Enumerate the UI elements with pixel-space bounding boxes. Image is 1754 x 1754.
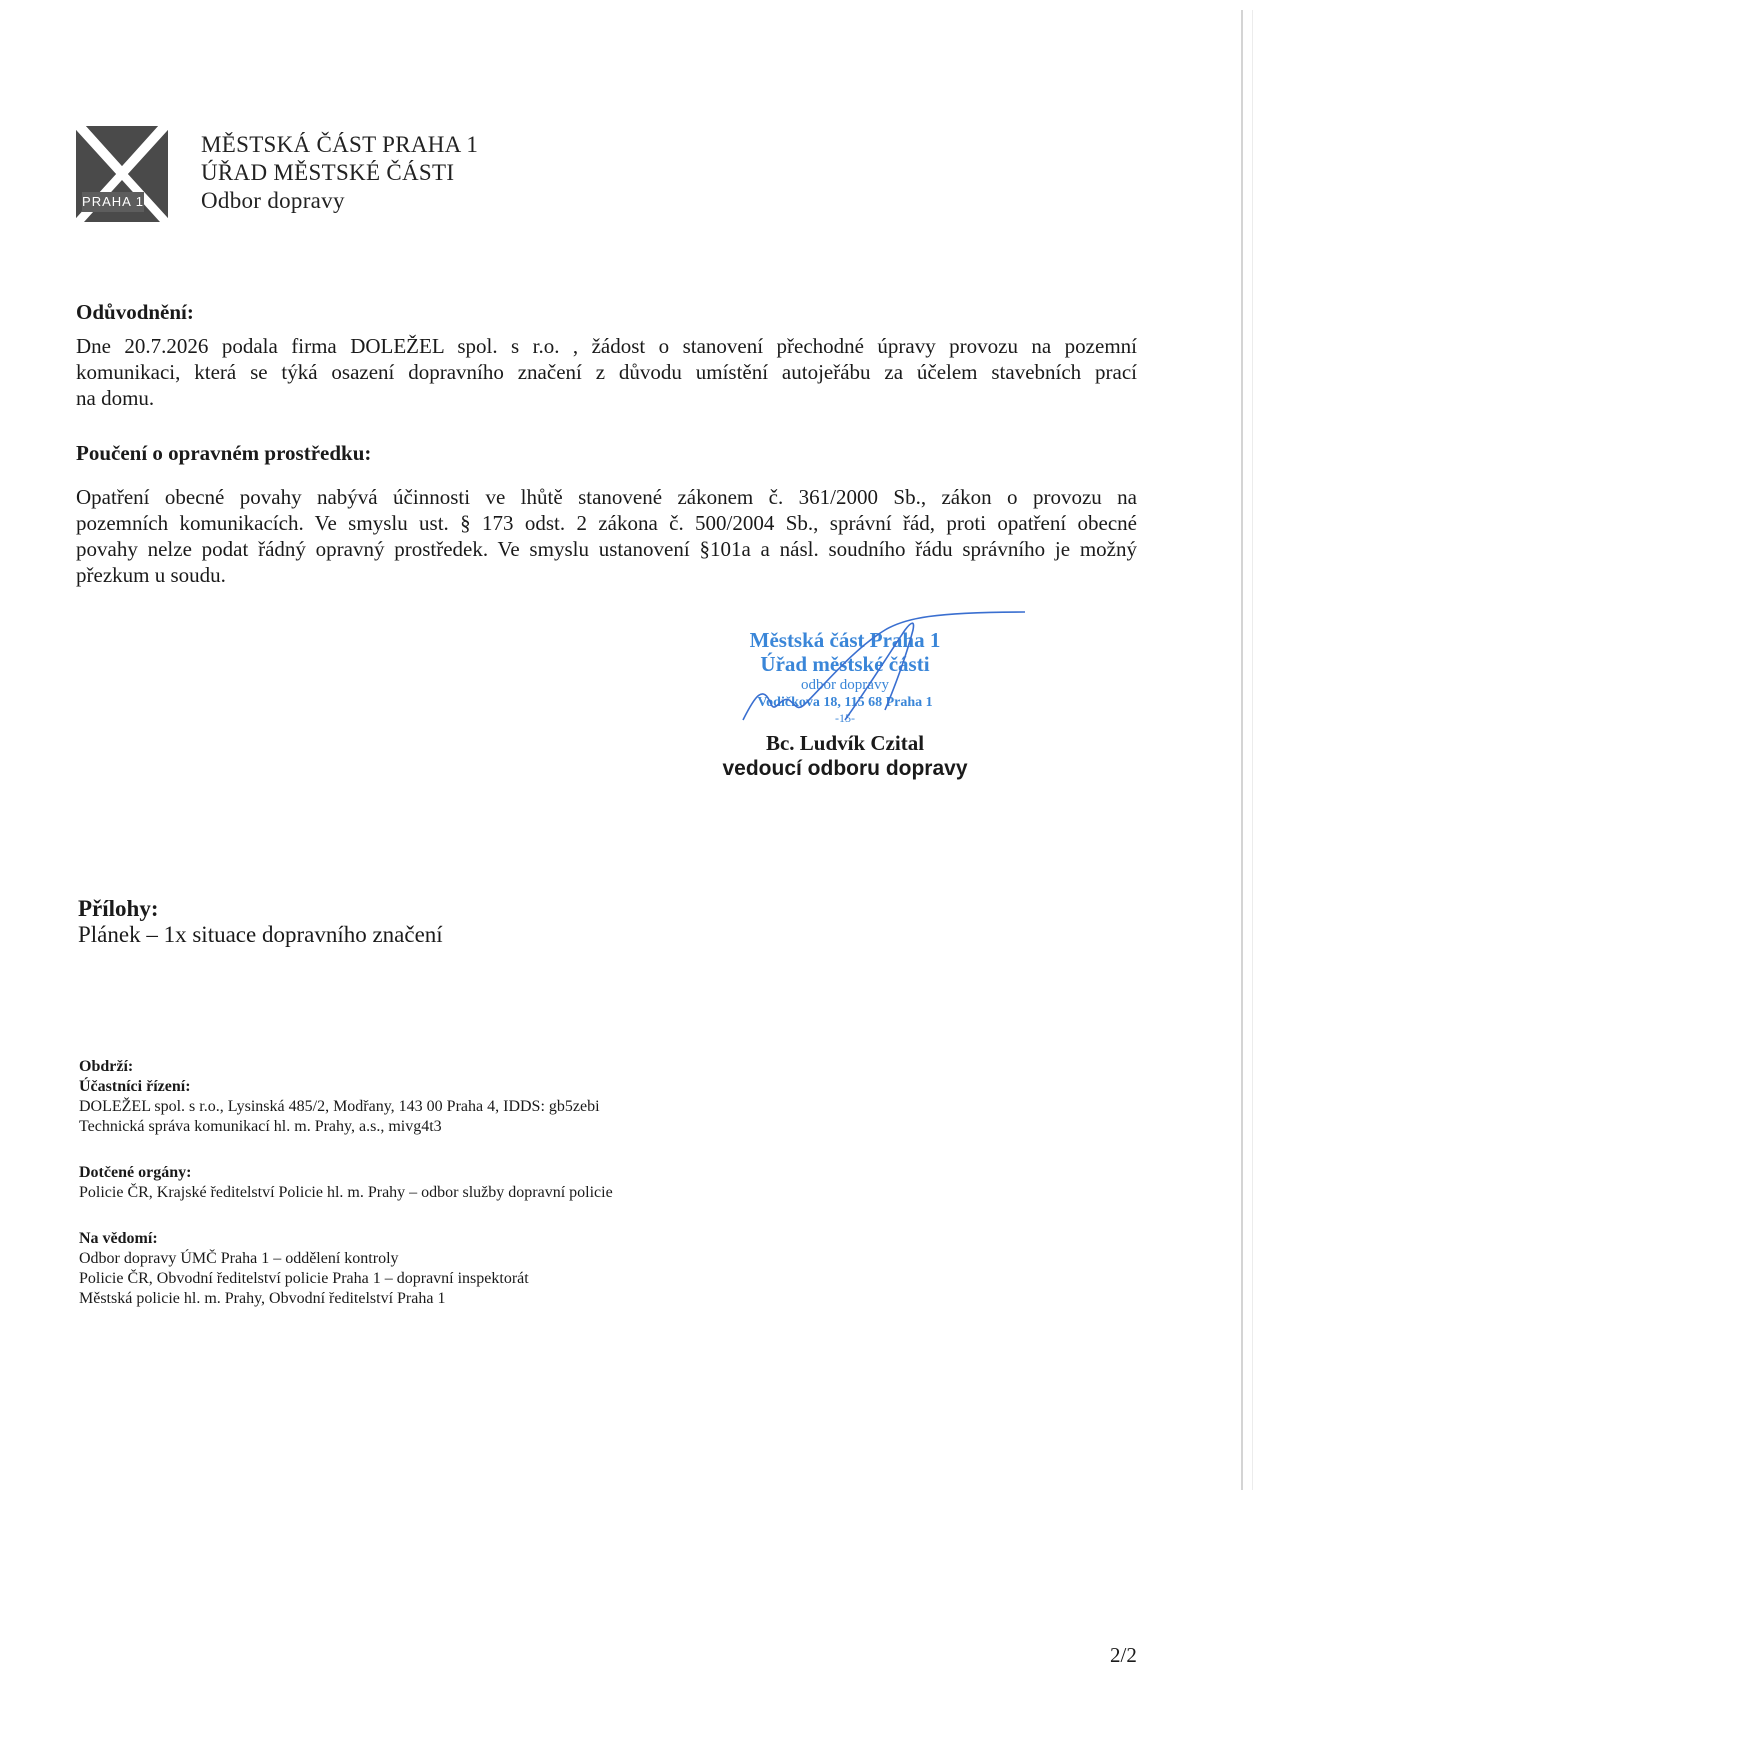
header-line-1: MĚSTSKÁ ČÁST PRAHA 1	[201, 132, 479, 157]
list-item: Policie ČR, Obvodní ředitelství policie Praha 1 – dopravní inspektorát	[79, 1270, 529, 1287]
remedy-heading: Poučení o opravném prostředku:	[76, 441, 372, 465]
stamp-line-3: odbor dopravy	[801, 677, 889, 693]
authorities-list	[79, 1163, 613, 1203]
header-line-3: Odbor dopravy	[201, 188, 345, 213]
remedy-text	[76, 484, 1137, 588]
participants-heading: Účastníci řízení:	[79, 1078, 191, 1095]
handwritten-signature	[735, 600, 1035, 730]
notice-heading: Na vědomí:	[79, 1230, 158, 1247]
text-line: na domu.	[76, 386, 155, 410]
stamp-line-5: -15-	[835, 711, 855, 725]
signer-role: vedoucí odboru dopravy	[722, 757, 968, 780]
justification-text	[76, 333, 1137, 411]
text-line: Opatření obecné povahy nabývá účinnosti ve lhůtě stanovené zákonem č. 361/2000 Sb., zákon o provozu na	[76, 485, 1137, 509]
justification-heading: Odůvodnění:	[76, 300, 194, 324]
text-line: přezkum u soudu.	[76, 563, 226, 587]
authorities-heading: Dotčené orgány:	[79, 1164, 192, 1181]
list-item: Městská policie hl. m. Prahy, Obvodní ředitelství Praha 1	[79, 1290, 446, 1307]
logo-text: PRAHA 1	[82, 192, 144, 212]
text-line: Dne 20.7.2026 podala firma DOLEŽEL spol. s r.o. , žádost o stanovení přechodné úpravy provozu na pozemní	[76, 334, 1137, 358]
office-header	[201, 131, 478, 215]
page-number: 2/2	[1110, 1643, 1137, 1667]
notice-list	[79, 1229, 529, 1309]
list-item: Technická správa komunikací hl. m. Prahy, a.s., mivg4t3	[79, 1118, 442, 1135]
stamp-line-2: Úřad městské části	[760, 652, 930, 676]
scan-edge	[1241, 10, 1243, 1490]
list-item: Policie ČR, Krajské ředitelství Policie hl. m. Prahy – odbor služby dopravní policie	[79, 1184, 613, 1201]
list-item: Odbor dopravy ÚMČ Praha 1 – oddělení kontroly	[79, 1250, 399, 1267]
distribution-list	[79, 1057, 600, 1137]
text-line: pozemních komunikacích. Ve smyslu ust. § 173 odst. 2 zákona č. 500/2004 Sb., správní řád, proti opatření obecné	[76, 511, 1137, 535]
signer-name: Bc. Ludvík Czital	[765, 731, 925, 755]
header-line-2: ÚŘAD MĚSTSKÉ ČÁSTI	[201, 160, 455, 185]
attachments-heading: Přílohy:	[78, 896, 159, 921]
scan-edge-shadow	[1252, 10, 1253, 1490]
list-item: DOLEŽEL spol. s r.o., Lysinská 485/2, Modřany, 143 00 Praha 4, IDDS: gb5zebi	[79, 1098, 600, 1115]
stamp-line-4: Vodičkova 18, 115 68 Praha 1	[757, 695, 933, 710]
stamp-line-1: Městská část Praha 1	[749, 628, 941, 652]
receives-heading: Obdrží:	[79, 1058, 134, 1075]
text-line: komunikaci, která se týká osazení dopravního značení z důvodu umístění autojeřábu za účelem stavebních prací	[76, 360, 1137, 384]
praha1-logo	[76, 126, 168, 222]
text-line: povahy nelze podat řádný opravný prostředek. Ve smyslu ustanovení §101a a násl. soudního řádu správního je možný	[76, 537, 1137, 561]
attachment-item: Plánek – 1x situace dopravního značení	[78, 922, 443, 947]
signer-block	[690, 730, 1000, 782]
